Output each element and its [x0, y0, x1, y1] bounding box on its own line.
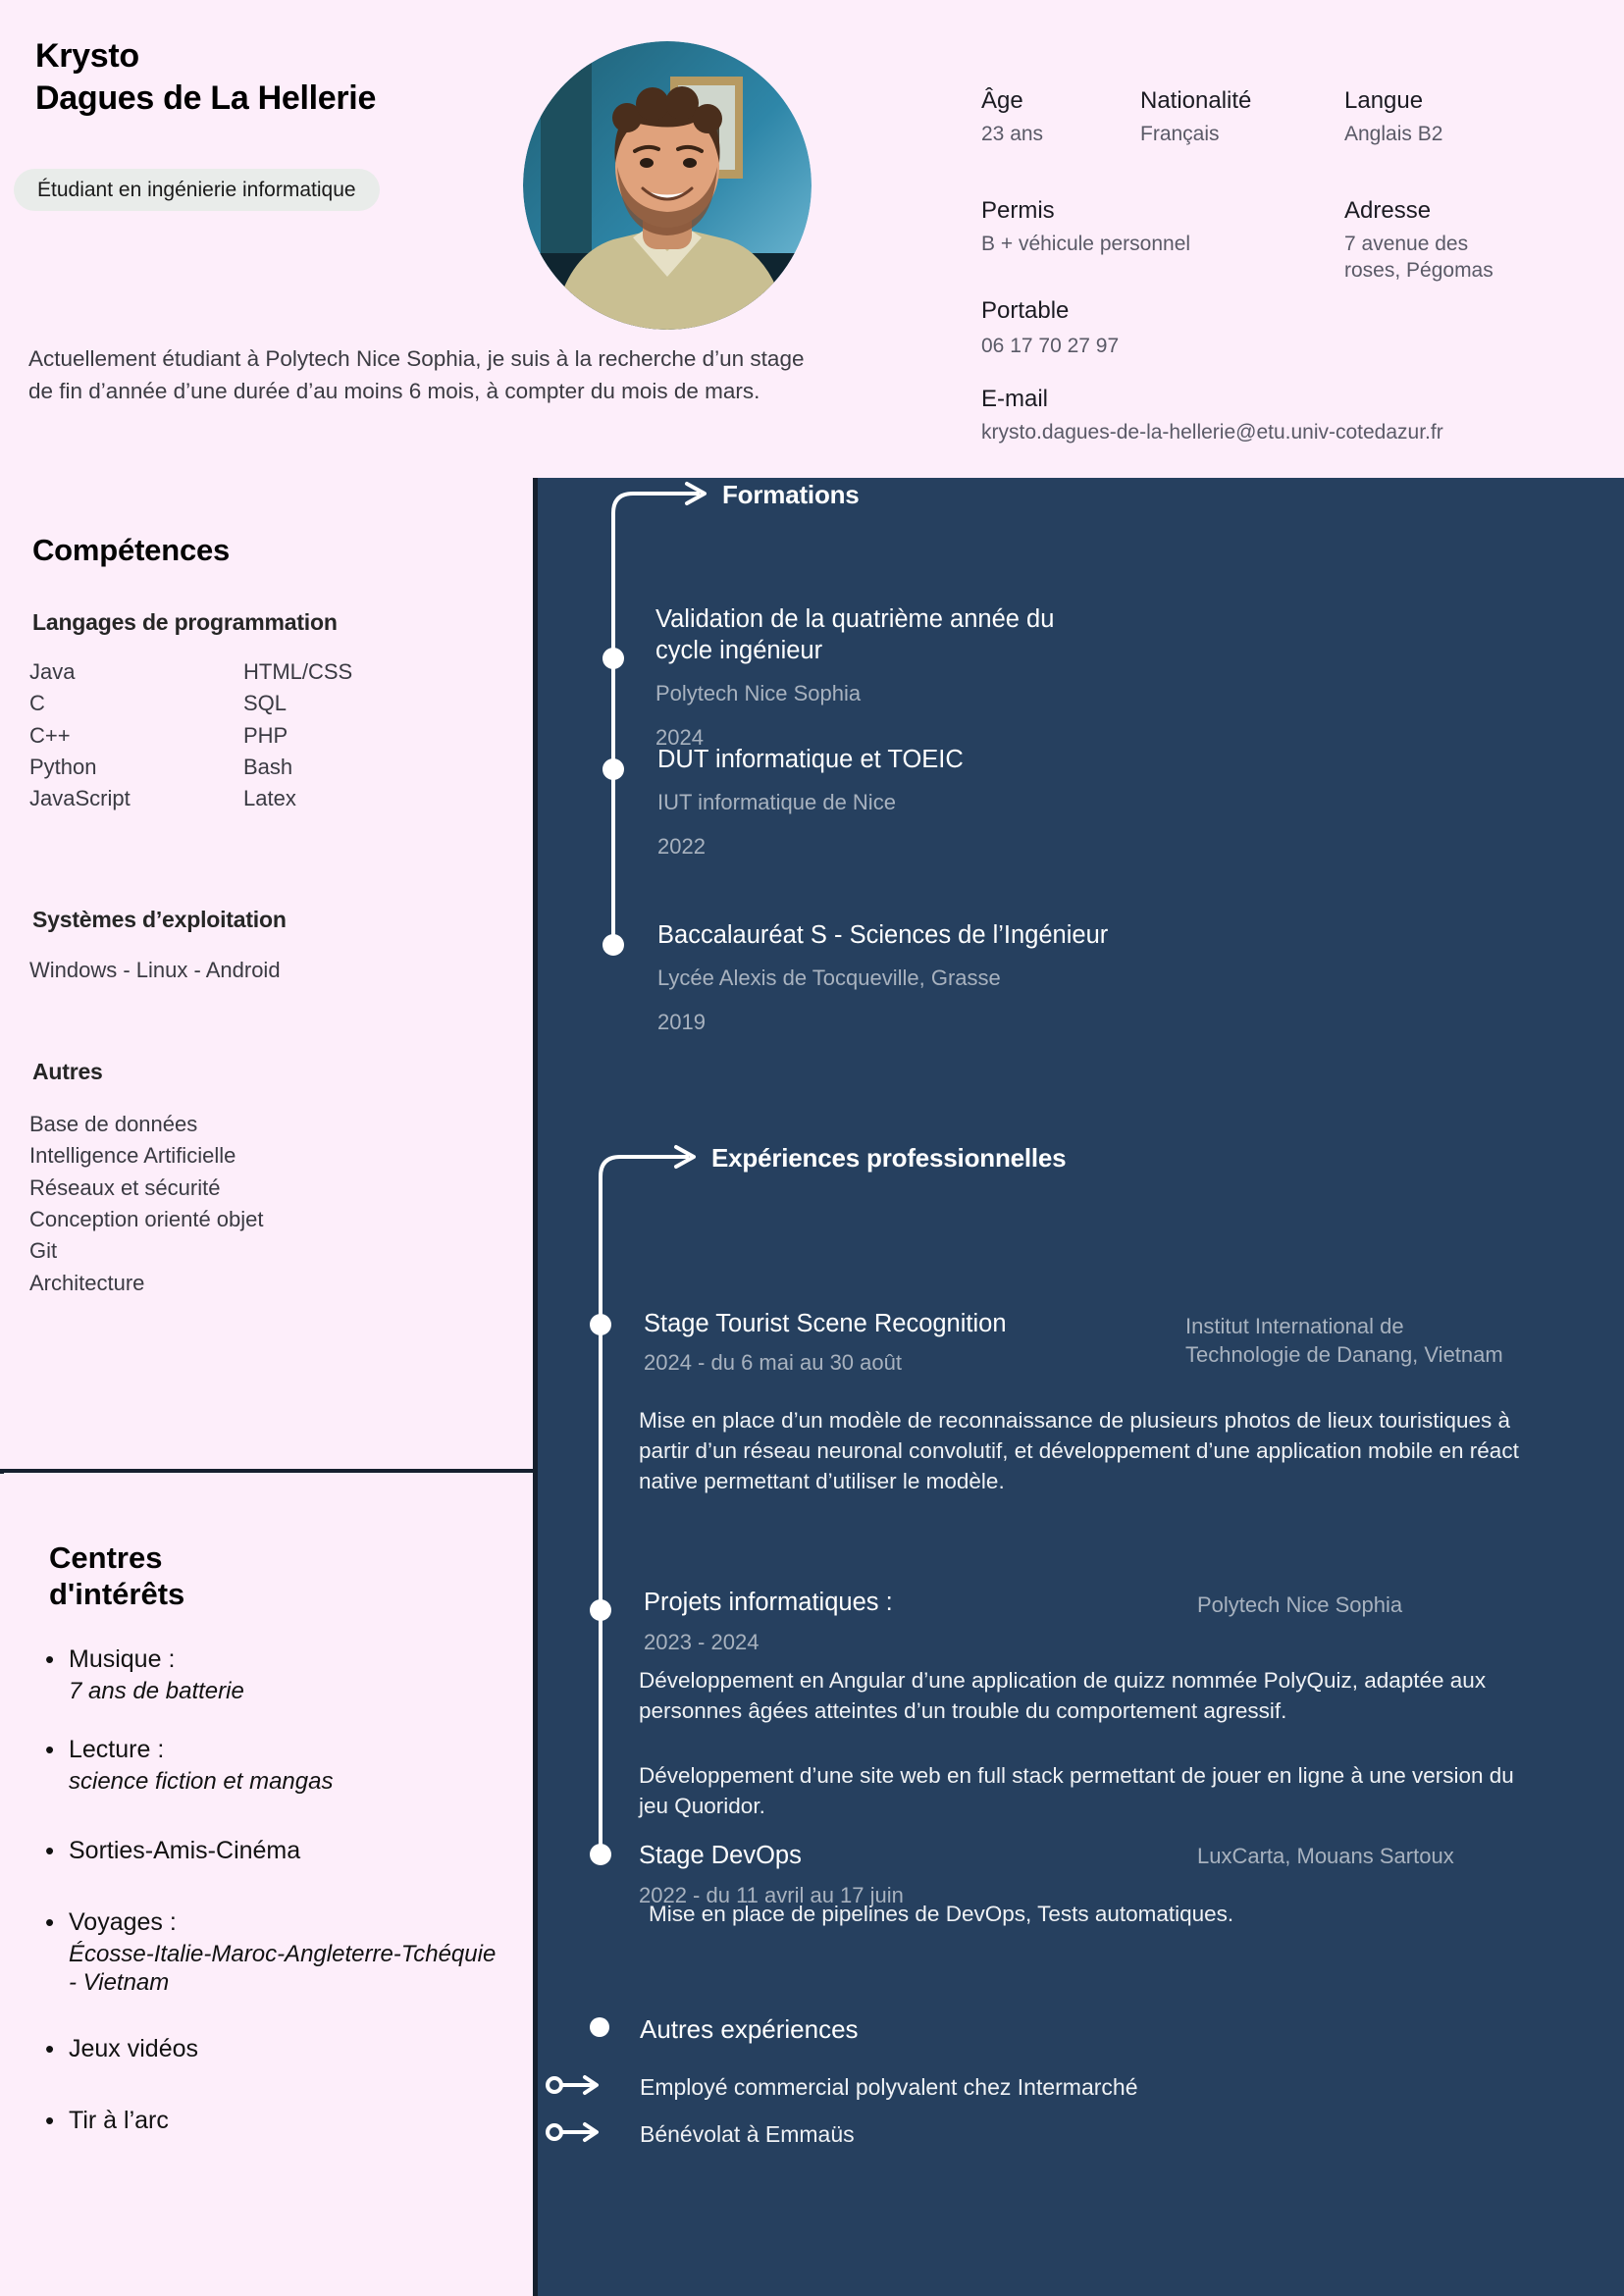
interests-list: [39, 1644, 500, 2166]
entry-org-line-1: Polytech Nice Sophia: [1197, 1592, 1403, 1617]
list-item: Base de données: [29, 1112, 198, 1136]
avatar-photo: [523, 41, 812, 330]
list-item: C++: [29, 722, 71, 748]
interests-title-line-2: d'intérêts: [49, 1577, 185, 1612]
other-skills-list: [29, 1109, 264, 1299]
entry-year: 2022: [657, 833, 706, 859]
contact-phone: [981, 296, 1119, 359]
timeline-dot: [590, 1599, 611, 1621]
interest-label: Voyages :: [69, 1907, 177, 1936]
list-item: [39, 1735, 500, 1796]
entry-org: [1197, 1842, 1609, 1870]
bullet-icon: •: [45, 1906, 55, 1937]
list-item: Intelligence Artificielle: [29, 1143, 236, 1169]
header: [0, 0, 1624, 478]
body: [0, 478, 1624, 2296]
entry-org: [1197, 1591, 1609, 1619]
entry-description: Développement en Angular d’une application de quizz nommée PolyQuiz, adaptée aux personnes âgées atteintes d’un trouble du comportement agressif.: [639, 1668, 1487, 1724]
interest-detail: science fiction et mangas: [69, 1768, 334, 1796]
other-skills-title: Autres: [32, 1059, 103, 1084]
entry-title: Stage Tourist Scene Recognition: [644, 1310, 1007, 1337]
list-item: [39, 2034, 500, 2064]
divider-mid-left: [0, 1469, 538, 1473]
page-title: [35, 35, 376, 120]
phone-value[interactable]: 06 17 70 27 97: [981, 334, 1120, 357]
list-item: Bash: [243, 754, 293, 779]
bullet-icon: •: [45, 1735, 55, 1765]
list-item: PHP: [243, 722, 288, 748]
age-label: Âge: [981, 87, 1023, 114]
list-item: Latex: [243, 786, 296, 811]
entry-org: IUT informatique de Nice: [657, 790, 896, 815]
list-item: [39, 1836, 500, 1866]
languages-column-1: [29, 656, 243, 815]
interest-detail: 7 ans de batterie: [69, 1678, 244, 1704]
email-label: E-mail: [981, 386, 1049, 412]
os-title: Systèmes d’exploitation: [32, 907, 287, 932]
timeline-dot: [602, 648, 624, 669]
address-line-1: 7 avenue des: [1344, 232, 1469, 255]
timeline-panel: [538, 478, 1624, 2296]
entry-org: Polytech Nice Sophia: [655, 681, 862, 706]
entry-org-line-1: LuxCarta, Mouans Sartoux: [1197, 1844, 1454, 1868]
timeline-dot: [602, 758, 624, 780]
section-title-formations: Formations: [722, 480, 860, 509]
interest-label: Sorties-Amis-Cinéma: [69, 1836, 301, 1864]
avatar: [523, 41, 812, 330]
first-name: Krysto: [35, 37, 139, 75]
permit-label: Permis: [981, 197, 1055, 224]
age-value: 23 ans: [981, 122, 1044, 145]
list-item: [39, 1644, 500, 1705]
permit-value: B + véhicule personnel: [981, 232, 1191, 255]
section-title-other-experiences: Autres expériences: [640, 2014, 859, 2044]
education-entry: [657, 744, 1364, 861]
languages-columns: [29, 656, 457, 815]
bullet-icon: [590, 2017, 609, 2037]
entry-title: Projets informatiques :: [644, 1589, 893, 1616]
contact-row-2: [981, 196, 1599, 284]
arrow-key-icon: [548, 2124, 597, 2140]
bullet-icon: •: [45, 1644, 55, 1674]
bullet-icon: •: [45, 2034, 55, 2064]
experience-entry: [644, 1587, 1193, 1657]
contact-permit: [981, 196, 1344, 284]
interest-label: Musique :: [69, 1645, 176, 1673]
intro-paragraph: Actuellement étudiant à Polytech Nice Sophia, je suis à la recherche d’un stage de fin d’année d’une durée d’au moins 6 mois, à compter du mois de mars.: [28, 346, 805, 403]
entry-description-2: Développement d’une site web en full stack permettant de jouer en ligne à une version du jeu Quoridor.: [639, 1763, 1514, 1819]
entry-title-2: cycle ingénieur: [655, 637, 823, 665]
contact-language: [1344, 86, 1590, 147]
contact-email: [981, 385, 1443, 444]
role-badge: Étudiant en ingénierie informatique: [14, 169, 380, 211]
entry-description: Mise en place de pipelines de DevOps, Tests automatiques.: [649, 1902, 1234, 1926]
bullet-icon: •: [45, 2106, 55, 2136]
interests-title-line-1: Centres: [49, 1540, 163, 1575]
entry-org-line-1: Institut International de: [1185, 1314, 1404, 1338]
timeline-dot: [590, 1844, 611, 1865]
last-name: Dagues de La Hellerie: [35, 78, 377, 117]
list-item: Architecture: [29, 1270, 145, 1295]
language-value: Anglais B2: [1344, 122, 1443, 145]
contact-address: [1344, 196, 1590, 284]
entry-year: 2019: [657, 1009, 706, 1034]
list-item: Git: [29, 1238, 58, 1264]
list-item: [39, 1907, 500, 1998]
interest-detail: Écosse-Italie-Maroc-Angleterre-Tchéquie - Vietnam: [69, 1940, 497, 1996]
entry-date: 2022 - du 11 avril au 17 juin: [639, 1883, 904, 1908]
interest-label: Jeux vidéos: [69, 2035, 199, 2063]
interests-title: [49, 1539, 184, 1612]
list-item: SQL: [243, 691, 288, 716]
entry-title: DUT informatique et TOEIC: [657, 746, 964, 773]
email-value[interactable]: krysto.dagues-de-la-hellerie@etu.univ-cotedazur.fr: [981, 420, 1443, 444]
interest-label: Tir à l’arc: [69, 2107, 169, 2135]
entry-date: 2024 - du 6 mai au 30 août: [644, 1350, 902, 1376]
list-item: Python: [29, 754, 97, 779]
skills-panel: [0, 478, 533, 1469]
entry-date: 2023 - 2024: [644, 1630, 760, 1655]
entry-title: Baccalauréat S - Sciences de l’Ingénieur: [657, 921, 1109, 949]
language-label: Langue: [1344, 87, 1424, 114]
education-entry: [655, 603, 1362, 752]
os-value: Windows - Linux - Android: [29, 958, 281, 982]
list-item: Bénévolat à Emmaüs: [640, 2121, 855, 2147]
arrow-key-icon: [548, 2077, 597, 2093]
section-title-experiences: Expériences professionnelles: [711, 1143, 1067, 1173]
contact-age: [981, 86, 1140, 147]
list-item: Réseaux et sécurité: [29, 1174, 221, 1200]
timeline-dot: [602, 934, 624, 956]
interests-panel: [0, 1474, 533, 2296]
list-item: Java: [29, 659, 76, 684]
list-item: Employé commercial polyvalent chez Intermarché: [640, 2074, 1138, 2100]
entry-org-line-2: Technologie de Danang, Vietnam: [1185, 1342, 1503, 1368]
languages-title: Langages de programmation: [32, 609, 338, 635]
timeline-dot: [590, 1314, 611, 1335]
contact-row-1: [981, 86, 1599, 147]
entry-year: 2024: [655, 724, 704, 750]
list-item: Conception orienté objet: [29, 1206, 264, 1231]
list-item: C: [29, 691, 45, 716]
bullet-icon: •: [45, 1835, 55, 1865]
entry-org: [1185, 1312, 1617, 1370]
contact-grid: [981, 86, 1599, 147]
entry-title: Stage DevOps: [639, 1842, 802, 1869]
entry-org: Lycée Alexis de Tocqueville, Grasse: [657, 965, 1001, 991]
contact-grid-2: [981, 196, 1599, 284]
list-item: [39, 2106, 500, 2136]
interest-label: Lecture :: [69, 1736, 165, 1764]
nationality-label: Nationalité: [1140, 87, 1252, 114]
entry-description: Mise en place d’un modèle de reconnaissance de plusieurs photos de lieux touristiques à partir d’un réseau neuronal convolutif, et développement d’une application mobile en réact native permettant d’utiliser le modèle.: [639, 1408, 1519, 1494]
address-line-2: roses, Pégomas: [1344, 259, 1493, 283]
education-entry: [657, 919, 1442, 1036]
list-item: JavaScript: [29, 786, 131, 811]
entry-title: Validation de la quatrième année du: [655, 605, 1055, 633]
nationality-value: Français: [1140, 122, 1220, 145]
skills-title: Compétences: [32, 533, 231, 567]
phone-label: Portable: [981, 297, 1070, 324]
list-item: HTML/CSS: [243, 659, 353, 684]
experience-entry: [644, 1308, 1193, 1378]
address-label: Adresse: [1344, 197, 1432, 224]
contact-nationality: [1140, 86, 1344, 147]
languages-column-2: [243, 656, 457, 815]
